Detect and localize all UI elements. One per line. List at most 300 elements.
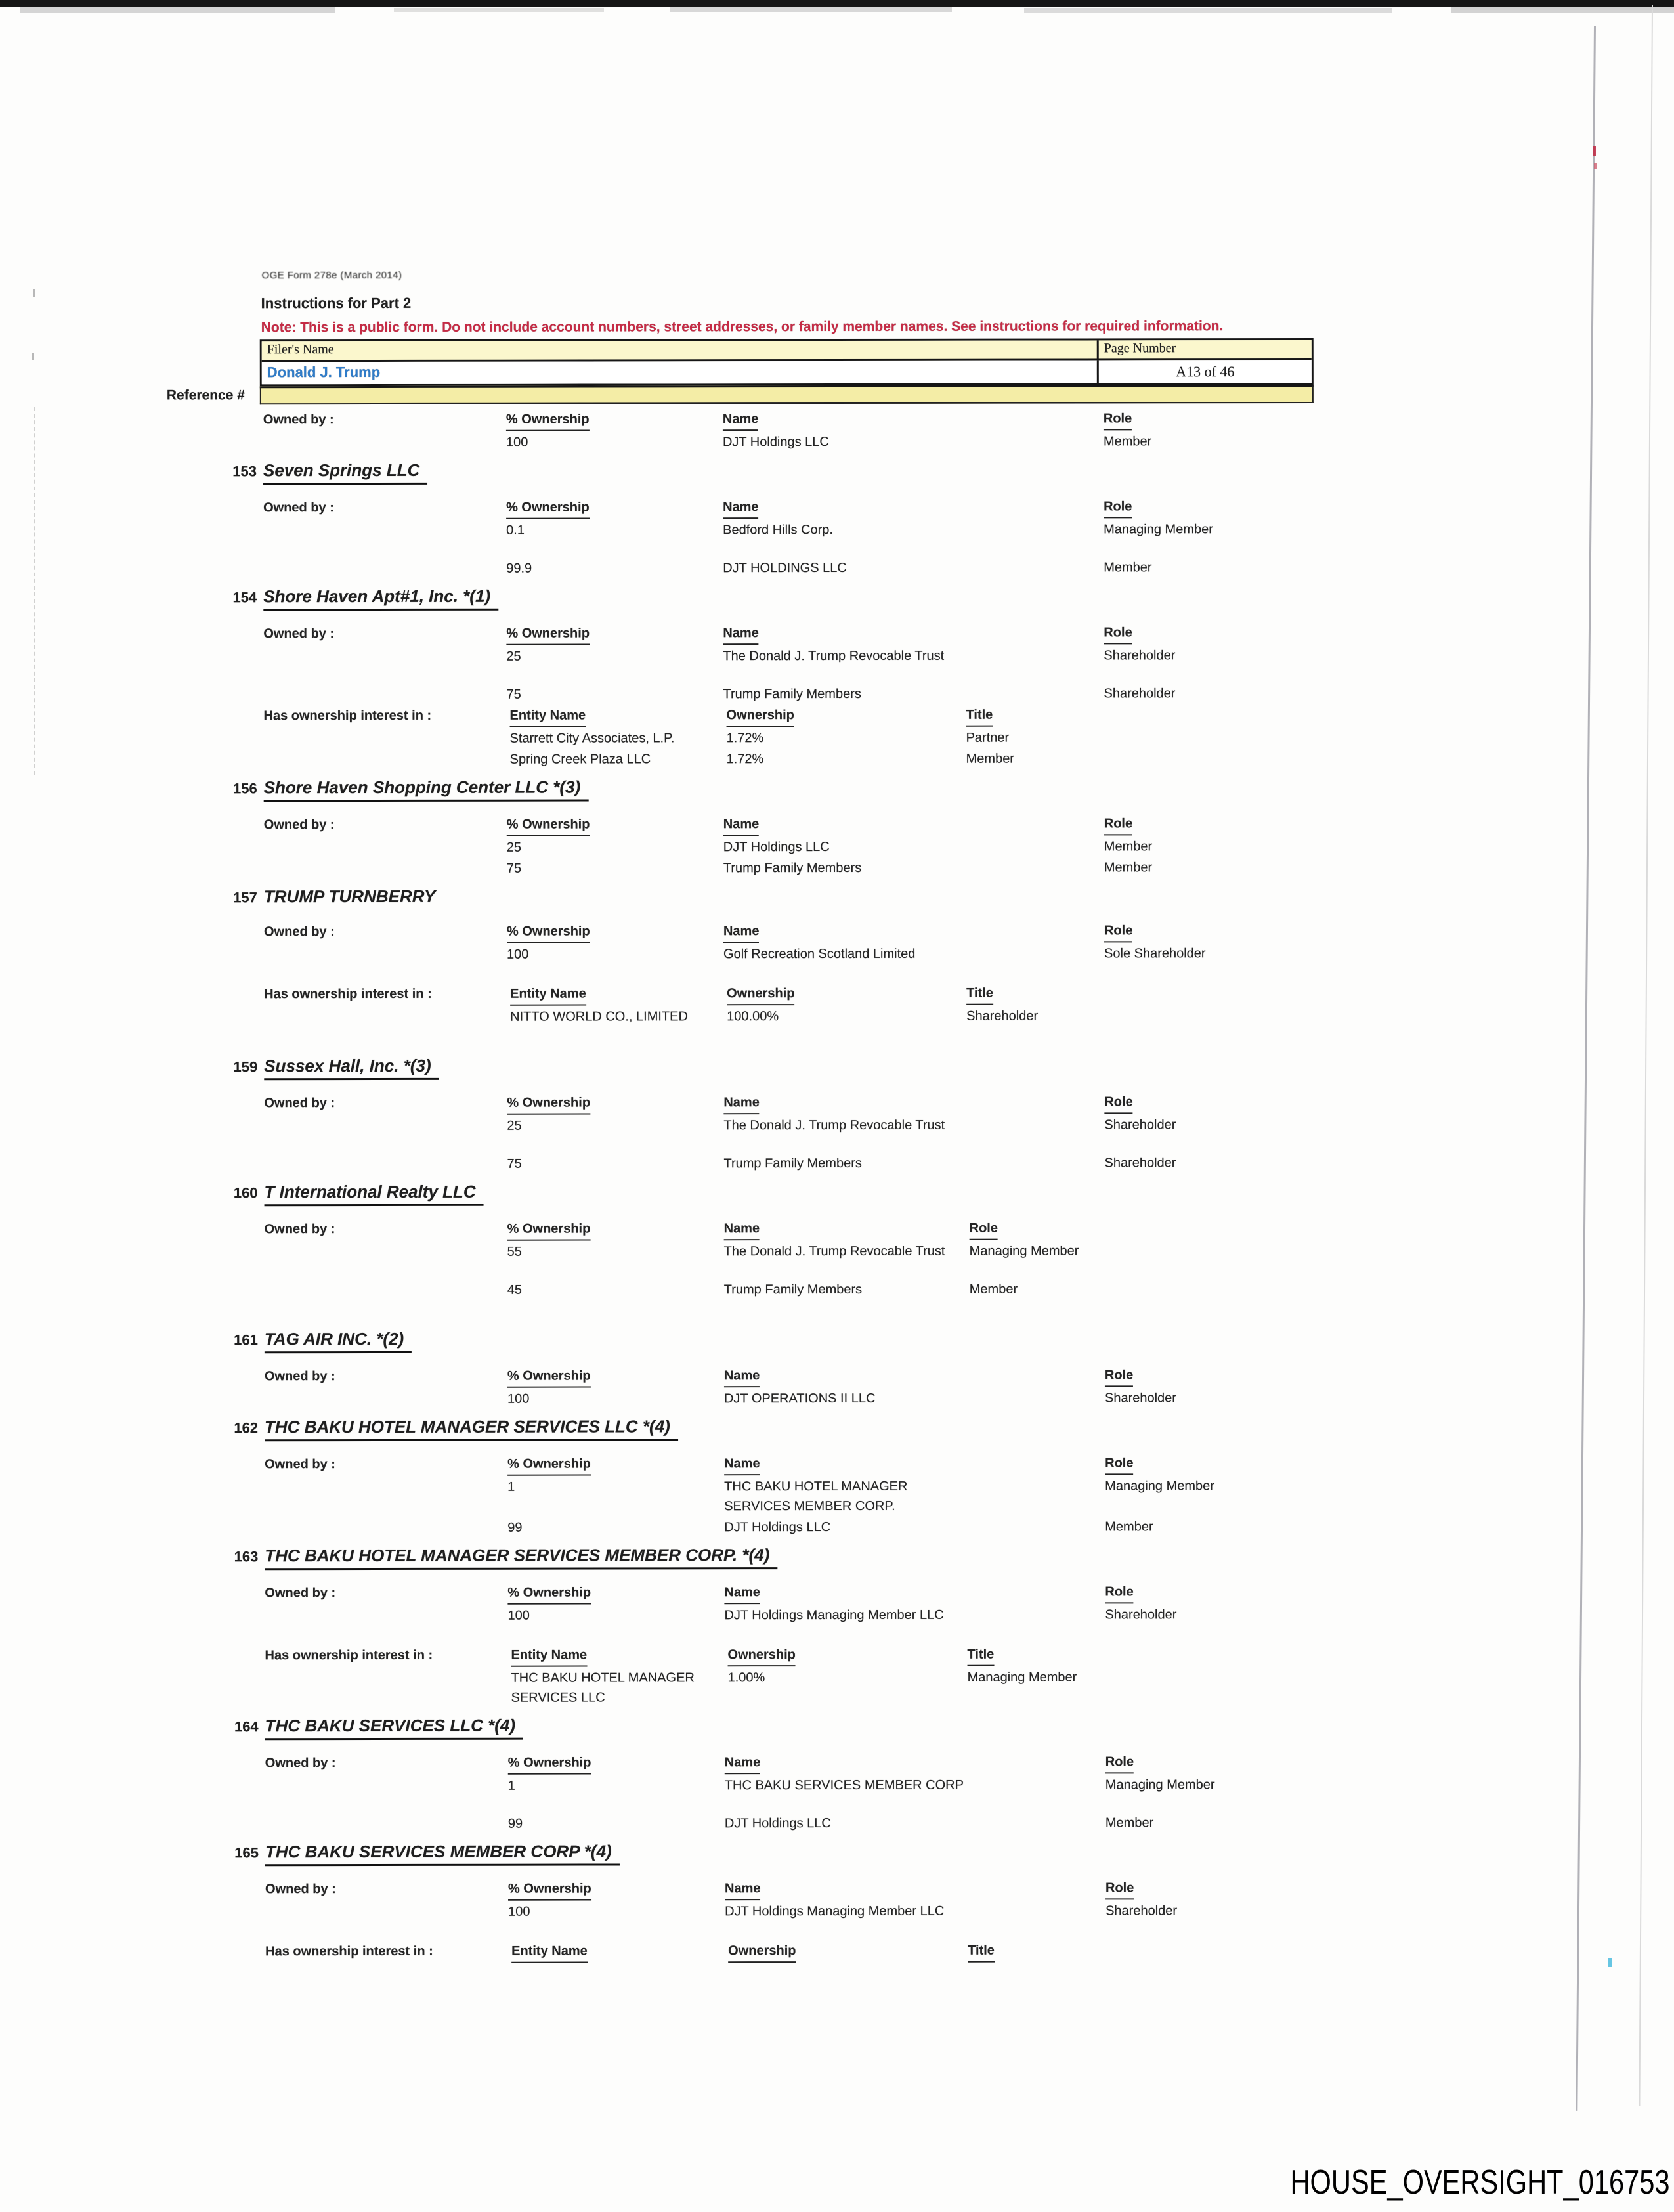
pct-ownership-value: 99 [507, 1816, 523, 1831]
entity-number: 159 [233, 1058, 258, 1075]
owner-name-value: DJT Holdings LLC [724, 1520, 831, 1535]
role-value: Shareholder [1104, 1391, 1176, 1406]
role-value: Shareholder [1105, 1903, 1178, 1919]
owned-by-label: Owned by : [265, 1756, 336, 1771]
entity-heading [2, 1328, 1512, 1354]
interest-entity-name-value: NITTO WORLD CO., LIMITED [510, 1009, 688, 1024]
row-spacer [264, 1007, 510, 1028]
entity-blocks [1, 813, 1511, 879]
name-header: Name [725, 1878, 761, 1900]
role-value: Managing Member [1105, 1777, 1215, 1792]
owned-by-label: Owned by : [263, 626, 335, 641]
row-spacer [265, 1280, 507, 1301]
owner-name-value: THC BAKU SERVICES MEMBER CORP [724, 1777, 964, 1793]
ownership-header: Ownership [727, 984, 794, 1005]
owned-by-header-row [265, 1218, 1512, 1242]
role-header: Role [1105, 1752, 1134, 1773]
pct-ownership-value: 75 [507, 1156, 522, 1171]
pct-ownership-header: % Ownership [507, 1093, 590, 1115]
page-number-label: Page Number [1097, 340, 1312, 358]
entity-blocks [1, 622, 1511, 770]
owned-by-rows [1, 645, 1511, 705]
owned-by-block [2, 1365, 1512, 1410]
entity-section [1, 459, 1511, 579]
filer-name-value: Donald J. Trump [267, 363, 381, 381]
role-value: Sole Shareholder [1104, 946, 1206, 961]
filer-value-row [262, 360, 1312, 384]
owned-by-header-row [265, 1453, 1512, 1477]
ownership-row [263, 645, 1511, 667]
public-form-note: Note: This is a public form. Do not include account numbers, street addresses, or family member names. See instructions for required information. [261, 318, 1224, 336]
row-spacer [264, 750, 510, 770]
owned-by-block [3, 1878, 1513, 1922]
role-value: Shareholder [1104, 686, 1176, 701]
interest-title-value: Member [966, 751, 1014, 766]
scan-speck-artifact [32, 353, 34, 360]
role-header: Role [1104, 496, 1132, 518]
entity-number: 165 [234, 1844, 259, 1861]
name-header: Name [724, 1219, 760, 1240]
pct-ownership-header: % Ownership [506, 624, 590, 645]
role-header: Role [1104, 921, 1132, 942]
ownership-row [265, 1775, 1513, 1796]
pct-ownership-value: 100 [505, 435, 528, 450]
role-header: Role [1104, 1092, 1132, 1114]
owner-name-value: Trump Family Members [723, 1156, 862, 1171]
owned-by-header-row [265, 1365, 1512, 1389]
role-header: Role [1105, 1365, 1133, 1387]
ownership-row [264, 1115, 1511, 1137]
owned-by-block [1, 921, 1511, 965]
entity-section [3, 1714, 1513, 1834]
owned-by-label: Owned by : [264, 1222, 335, 1237]
filer-header-row [262, 340, 1312, 362]
ownership-row [265, 1476, 1512, 1517]
entity-heading [1, 776, 1511, 802]
owned-by-rows [1, 431, 1511, 453]
entity-number: 160 [233, 1184, 258, 1202]
entities [1, 404, 1513, 1964]
has-ownership-interest-label: Has ownership interest in : [265, 1647, 433, 1663]
owner-name-value: DJT OPERATIONS II LLC [723, 1391, 876, 1406]
pct-ownership-header: % Ownership [508, 1753, 591, 1775]
pct-ownership-value: 25 [506, 840, 522, 855]
ownership-row [265, 1605, 1512, 1626]
row-spacer [264, 945, 507, 965]
scan-smudge [394, 8, 604, 12]
role-value: Member [1104, 560, 1152, 575]
name-header: Name [723, 814, 760, 836]
pct-ownership-value: 25 [507, 1118, 522, 1133]
owner-name-value: The Donald J. Trump Revocable Trust [723, 1117, 945, 1133]
entity-title: Seven Springs LLC [263, 460, 427, 485]
owned-by-block [1, 813, 1511, 879]
row-spacer [265, 1477, 507, 1517]
name-header: Name [724, 1582, 760, 1604]
scan-edge-line-artifact [1639, 5, 1653, 2106]
name-header: Name [723, 1093, 760, 1114]
entity-blocks [3, 1752, 1513, 1834]
interest-ownership-value: 1.00% [727, 1670, 765, 1685]
pct-ownership-value: 75 [506, 861, 522, 876]
owned-by-block [2, 1453, 1512, 1538]
scan-smudge [1451, 7, 1674, 13]
entity-blocks [1, 496, 1511, 579]
role-value: Shareholder [1104, 648, 1176, 663]
entity-number: 164 [234, 1718, 259, 1735]
owned-by-label: Owned by : [264, 1096, 335, 1111]
entity-blocks [3, 1878, 1513, 1964]
ownership-row [263, 519, 1511, 541]
owned-by-block [2, 1218, 1512, 1301]
interest-row [264, 727, 1511, 749]
pct-ownership-header: % Ownership [507, 1583, 591, 1605]
scan-blue-mark-artifact [1608, 1958, 1612, 1967]
form-code-text: OGE Form 278e (March 2014) [261, 269, 402, 282]
owned-by-block [1, 496, 1511, 579]
ownership-row [264, 857, 1511, 879]
owner-name-value: Trump Family Members [723, 1282, 863, 1297]
pct-ownership-value: 55 [507, 1244, 522, 1259]
entity-section [1, 585, 1511, 770]
entity-number: 161 [234, 1332, 258, 1349]
scan-red-mark-artifact [1594, 163, 1597, 169]
owned-by-block [2, 1582, 1512, 1626]
row-spacer [265, 1668, 511, 1708]
pct-ownership-value: 1 [507, 1778, 515, 1793]
row-spacer [265, 1606, 507, 1626]
row-spacer [263, 521, 506, 541]
pct-ownership-header: % Ownership [507, 1454, 591, 1476]
owned-by-block [1, 1092, 1511, 1175]
ownership-row [265, 1388, 1512, 1410]
role-value: Member [1105, 1519, 1153, 1534]
role-header: Role [1104, 408, 1132, 430]
interest-header-row [264, 705, 1511, 728]
role-value: Member [969, 1282, 1018, 1297]
row-spacer [263, 685, 506, 705]
pct-ownership-value: 100 [507, 947, 529, 962]
owned-by-block [3, 1752, 1513, 1834]
interest-header-row [265, 1940, 1513, 1964]
owned-by-header-row [264, 921, 1511, 944]
owned-by-rows [1, 519, 1511, 579]
ownership-row [263, 431, 1511, 453]
pct-ownership-header: % Ownership [507, 815, 590, 836]
has-ownership-interest-label: Has ownership interest in : [264, 986, 432, 1002]
interest-entity-name-value: THC BAKU HOTEL MANAGER SERVICES LLC [511, 1670, 695, 1705]
owner-name-value: Trump Family Members [723, 686, 861, 702]
pct-ownership-value: 100 [508, 1904, 530, 1919]
scan-smudge [20, 7, 335, 13]
entity-heading [2, 1416, 1512, 1442]
entity-section [2, 1328, 1512, 1410]
entity-title: Shore Haven Apt#1, Inc. *(1) [263, 586, 498, 611]
interest-title-value: Shareholder [966, 1008, 1039, 1024]
row-spacer [264, 1116, 507, 1137]
entity-name-header: Entity Name [510, 984, 586, 1006]
entity-title: THC BAKU HOTEL MANAGER SERVICES LLC *(4) [265, 1416, 678, 1441]
has-ownership-interest-label: Has ownership interest in : [263, 708, 432, 724]
continuation-owned-by-block [1, 408, 1511, 453]
owner-name-value: Bedford Hills Corp. [723, 523, 833, 538]
role-value: Managing Member [1104, 522, 1213, 537]
name-header: Name [723, 921, 760, 943]
entity-title: T International Realty LLC [265, 1182, 484, 1206]
entity-title: THC BAKU HOTEL MANAGER SERVICES MEMBER CORP. *(4) [265, 1545, 777, 1570]
ownership-row [265, 1813, 1513, 1834]
name-header: Name [723, 409, 759, 431]
entity-section [1, 1054, 1511, 1175]
interest-entity-name-value: Starrett City Associates, L.P. [509, 731, 675, 746]
role-value: Member [1103, 434, 1152, 449]
entity-heading [3, 1714, 1513, 1741]
ownership-row [263, 557, 1511, 579]
entity-heading [2, 1544, 1512, 1571]
owned-by-rows [2, 1241, 1512, 1301]
owner-name-value: DJT Holdings Managing Member LLC [724, 1607, 944, 1623]
pct-ownership-value: 25 [506, 649, 521, 664]
reference-number-band [260, 385, 1314, 404]
scan-speck-artifact [33, 289, 35, 297]
role-value: Member [1104, 839, 1153, 854]
title-header: Title [968, 1941, 995, 1963]
title-header: Title [967, 1645, 994, 1666]
entity-blocks [2, 1218, 1512, 1301]
owner-name-value: DJT Holdings LLC [724, 1816, 831, 1831]
row-spacer [264, 838, 507, 858]
owner-name-value: DJT Holdings LLC [723, 840, 830, 855]
entity-section [1, 885, 1511, 1028]
interest-rows [3, 1667, 1513, 1708]
entity-section [1, 776, 1511, 879]
interest-header-row [264, 983, 1511, 1007]
name-header: Name [724, 1454, 760, 1475]
pct-ownership-header: % Ownership [507, 1219, 591, 1241]
pct-ownership-value: 99.9 [506, 561, 532, 576]
owned-by-rows [1, 1115, 1511, 1175]
row-spacer [264, 1154, 507, 1175]
row-spacer [264, 859, 507, 879]
role-value: Shareholder [1105, 1607, 1177, 1622]
owned-by-label: Owned by : [265, 1457, 335, 1472]
owned-by-rows [3, 1901, 1513, 1922]
owned-by-rows [1, 836, 1511, 879]
entity-title: Shore Haven Shopping Center LLC *(3) [264, 777, 589, 802]
pct-ownership-value: 45 [507, 1282, 523, 1297]
ownership-interest-block [1, 983, 1511, 1028]
instructions-heading: Instructions for Part 2 [261, 294, 412, 312]
ownership-row [265, 1241, 1512, 1263]
entity-blocks [2, 1365, 1512, 1410]
interest-ownership-value: 100.00% [727, 1009, 779, 1024]
interest-title-value: Partner [966, 730, 1010, 745]
interest-rows [1, 727, 1511, 770]
owner-name-value: Trump Family Members [723, 860, 862, 876]
entity-blocks [1, 921, 1511, 1028]
owner-name-value: DJT HOLDINGS LLC [723, 560, 847, 576]
ownership-interest-block [1, 705, 1511, 770]
role-value: Member [1105, 1815, 1154, 1831]
entity-number: 156 [232, 780, 257, 797]
title-header: Title [966, 984, 993, 1005]
entity-blocks [1, 1092, 1511, 1175]
scan-smudge [1024, 8, 1392, 13]
entity-title: TRUMP TURNBERRY [263, 886, 436, 907]
scan-top-bar-artifact [0, 0, 1674, 7]
entity-number: 157 [233, 889, 257, 906]
entity-title: Sussex Hall, Inc. *(3) [264, 1056, 439, 1080]
owned-by-rows [2, 1388, 1512, 1410]
owner-name-value: Golf Recreation Scotland Limited [723, 946, 916, 962]
entity-number: 154 [232, 589, 257, 606]
entity-number: 162 [234, 1420, 259, 1437]
row-spacer [263, 433, 506, 453]
owner-name-value: DJT Holdings LLC [722, 435, 829, 450]
owned-by-header-row [265, 1752, 1513, 1775]
owned-by-label: Owned by : [264, 1369, 335, 1384]
page-number-value: A13 of 46 [1097, 360, 1312, 383]
interest-entity-name-value: Spring Creek Plaza LLC [509, 752, 651, 767]
pct-ownership-header: % Ownership [506, 498, 590, 519]
bates-number-watermark: HOUSE_OVERSIGHT_016753 [1290, 2163, 1670, 2201]
entity-heading [1, 585, 1511, 611]
owned-by-block [1, 622, 1511, 705]
interest-title-value: Managing Member [967, 1670, 1077, 1685]
owned-by-label: Owned by : [265, 1586, 336, 1601]
role-value: Member [1104, 860, 1153, 875]
owned-by-rows [1, 943, 1511, 965]
row-spacer [265, 1814, 508, 1834]
ownership-row [264, 1153, 1511, 1175]
ownership-row [264, 836, 1511, 858]
owned-by-rows [3, 1775, 1513, 1834]
entity-title: THC BAKU SERVICES LLC *(4) [265, 1716, 523, 1741]
role-header: Role [1104, 813, 1132, 835]
owned-by-header-row [263, 408, 1511, 432]
role-value: Managing Member [969, 1244, 1079, 1259]
pct-ownership-value: 0.1 [506, 523, 525, 538]
row-spacer [265, 1518, 507, 1538]
interest-ownership-value: 1.72% [726, 752, 764, 767]
pct-ownership-value: 100 [507, 1608, 530, 1623]
row-spacer [265, 1776, 508, 1796]
entity-heading [1, 459, 1511, 485]
entity-section [2, 1544, 1512, 1708]
interest-row [265, 1667, 1513, 1708]
role-header: Role [1105, 1453, 1133, 1475]
role-value: Managing Member [1105, 1479, 1214, 1494]
role-header: Role [970, 1219, 998, 1240]
pct-ownership-value: 100 [507, 1391, 530, 1406]
ownership-row [265, 1279, 1512, 1301]
entity-number: 163 [234, 1548, 259, 1565]
filer-header-table [260, 338, 1314, 386]
owned-by-label: Owned by : [265, 1882, 336, 1897]
pct-ownership-header: % Ownership [506, 410, 590, 431]
owner-name-value: The Donald J. Trump Revocable Trust [723, 648, 945, 664]
ownership-header: Ownership [727, 1645, 795, 1666]
reference-number-label: Reference # [166, 387, 245, 403]
owned-by-label: Owned by : [263, 500, 334, 515]
owned-by-rows [2, 1476, 1512, 1538]
row-spacer [264, 729, 510, 749]
owned-by-header-row [264, 1092, 1511, 1116]
filer-name-label: Filer's Name [267, 342, 334, 357]
interest-row [264, 1006, 1511, 1028]
owned-by-label: Owned by : [263, 924, 335, 940]
entity-heading [3, 1840, 1513, 1867]
name-header: Name [723, 623, 759, 645]
role-header: Role [1105, 1582, 1133, 1603]
ownership-header: Ownership [728, 1941, 796, 1963]
entity-name-header: Entity Name [510, 706, 586, 727]
entity-title: TAG AIR INC. *(2) [265, 1329, 412, 1353]
scan-vertical-line-artifact [1576, 26, 1596, 2111]
owned-by-rows [2, 1605, 1512, 1626]
pct-ownership-value: 99 [507, 1520, 523, 1535]
owned-by-header-row [264, 813, 1511, 837]
entity-blocks [2, 1453, 1512, 1538]
row-spacer [263, 647, 506, 667]
entity-section [3, 1840, 1513, 1964]
owned-by-label: Owned by : [263, 412, 334, 427]
row-spacer [265, 1389, 507, 1410]
row-spacer [265, 1242, 507, 1263]
scan-red-mark-artifact [1593, 146, 1596, 156]
role-header: Role [1104, 622, 1132, 644]
interest-row [264, 748, 1511, 770]
owned-by-header-row [263, 496, 1511, 520]
role-value: Shareholder [1104, 1156, 1176, 1171]
title-header: Title [966, 705, 993, 727]
name-header: Name [725, 1752, 761, 1774]
entity-blocks [2, 1582, 1512, 1708]
pct-ownership-value: 1 [507, 1479, 515, 1494]
owned-by-header-row [265, 1582, 1512, 1605]
entity-name-header: Entity Name [511, 1941, 588, 1963]
ownership-row [265, 1901, 1513, 1922]
pct-ownership-header: % Ownership [508, 1879, 591, 1901]
role-header: Role [1105, 1878, 1134, 1899]
scan-smudge [670, 7, 952, 12]
owned-by-label: Owned by : [263, 817, 335, 833]
interest-ownership-value: 1.72% [726, 731, 764, 746]
row-spacer [263, 559, 506, 579]
pct-ownership-value: 75 [506, 687, 521, 702]
ownership-interest-block [2, 1644, 1512, 1708]
has-ownership-interest-label: Has ownership interest in : [265, 1943, 433, 1959]
entity-number: 153 [232, 463, 257, 480]
owned-by-header-row [265, 1878, 1513, 1901]
interest-rows [1, 1006, 1511, 1028]
owner-name-value: The Donald J. Trump Revocable Trust [723, 1244, 945, 1259]
pct-ownership-header: % Ownership [507, 922, 590, 943]
entity-heading [1, 885, 1511, 909]
name-header: Name [723, 497, 759, 519]
entity-heading [2, 1181, 1512, 1207]
ownership-row [264, 943, 1511, 965]
entity-heading [1, 1054, 1511, 1081]
ownership-row [265, 1517, 1512, 1538]
entity-title: THC BAKU SERVICES MEMBER CORP *(4) [265, 1841, 620, 1866]
entity-section [2, 1181, 1512, 1301]
row-spacer [265, 1902, 508, 1922]
name-header: Name [724, 1366, 760, 1387]
ownership-header: Ownership [726, 705, 794, 727]
entity-name-header: Entity Name [511, 1645, 587, 1667]
ownership-row [263, 683, 1511, 705]
